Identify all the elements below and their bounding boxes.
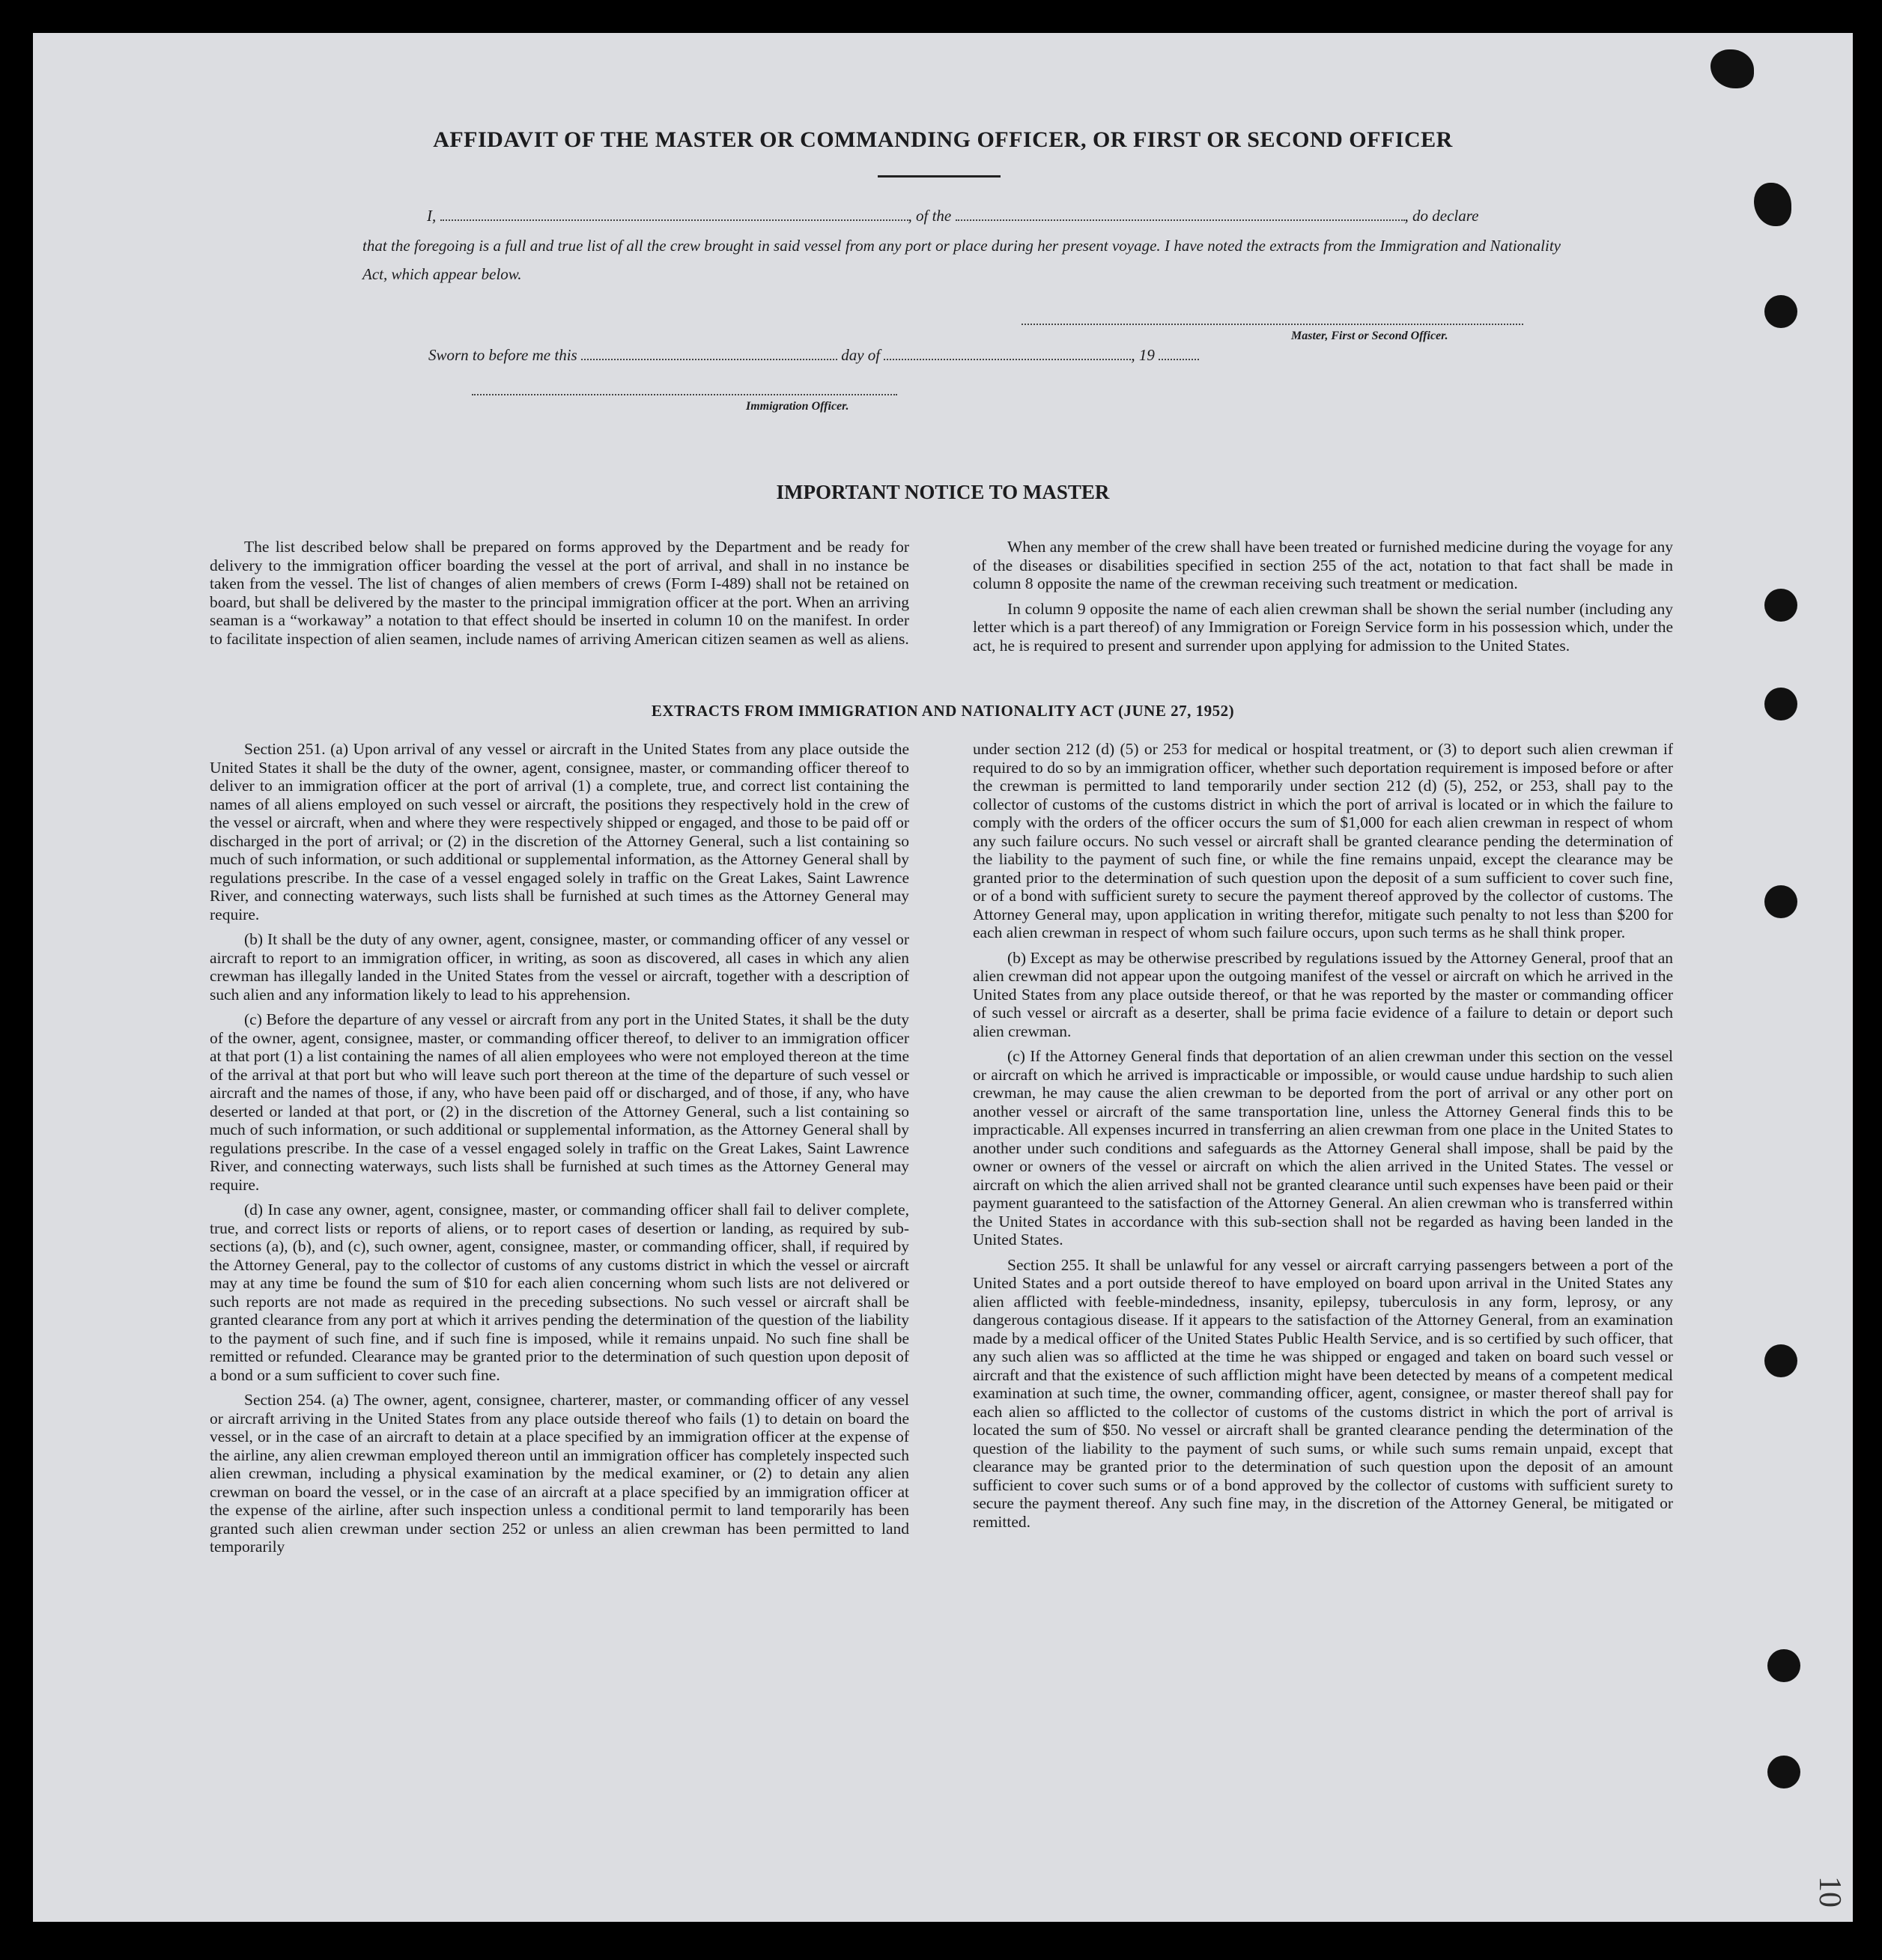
vessel-blank xyxy=(956,216,1405,221)
extracts-right-column xyxy=(973,740,1673,1538)
extracts-left-column xyxy=(210,740,909,1563)
day-of-text: day of xyxy=(841,346,881,364)
sworn-line xyxy=(362,346,1561,365)
punch-hole-4 xyxy=(1764,885,1797,918)
section-251c: (c) Before the departure of any vessel or aircraft from any port in the United States, it shall be the duty of the owner, agent, consignee, master, or commanding officer thereof, to deliver to an immigration officer at that port (1) a list containing the names of all alien employees who were not employed thereon at the time of the arrival at that port but who will leave such port thereon at the time of the departure of such vessel or aircraft and the names of those, if any, who have been paid off or discharged, and of those, if any, who have deserted or landed at that port, or (2) in the discretion of the Attorney General, such a list containing so much of such information, or such additional or supplemental information, as the Attorney General shall by regulations prescribe. In the case of a vessel engaged solely in traffic on the Great Lakes, Saint Lawrence River, and connecting waterways, such lists shall be furnished at such times as the Attorney General may require. xyxy=(210,1010,909,1194)
declaration-statement: that the foregoing is a full and true list of all the crew brought in said vessel from any port or place during her present voyage. I have noted the extracts from the Immigration and Nationality Act, which appear below. xyxy=(362,237,1561,283)
punch-hole-6 xyxy=(1767,1649,1800,1682)
declaration-line xyxy=(362,207,1561,225)
notice-right-text-2: In column 9 opposite the name of each alien crewman shall be shown the serial number (including any letter which is a part thereof) of any Immigration or Foreign Service form in his possession which, under the act, he is required to present and surrender upon applying for admission to the United States. xyxy=(973,599,1673,655)
punch-hole-5 xyxy=(1764,1344,1797,1377)
folio-mark: 10 xyxy=(1812,1876,1847,1908)
notice-right-text-1: When any member of the crew shall have been treated or furnished medicine during the voyage for any of the diseases or disabilities specified in section 255 of the act, notation to that fact shall be made in column 8 opposite the name of the crewman receiving such treatment or medication. xyxy=(973,538,1673,592)
decl-do-declare: , do declare xyxy=(1404,207,1479,225)
section-254c: (c) If the Attorney General finds that deportation of an alien crewman under this section on the vessel or aircraft on which he arrived is impracticable or impossible, or would cause undue hardship to such alien crewman, he may cause the alien crewman to be deported from the port of arrival or any other port on another vessel or aircraft of the same transportation line, unless the Attorney General finds this to be impracticable. All expenses incurred in transferring an alien crewman from one place in the United States to another under such conditions and safeguards as the Attorney General shall impose, shall be paid by the owner or owners of the vessel or aircraft on which the alien arrived in the United States. The vessel or aircraft on which the alien arrived shall not be granted clearance until such expenses have been paid or their payment guaranteed to the satisfaction of the Attorney General. An alien crewman who is transferred within the United States in accordance with this sub-section shall not be regarded as having been landed in the United States. xyxy=(973,1047,1673,1248)
name-blank xyxy=(440,216,908,221)
sworn-day-blank xyxy=(581,356,837,360)
month-blank xyxy=(884,356,1131,360)
section-254b: (b) Except as may be otherwise prescribed by regulations issued by the Attorney General, proof that an alien crewman did not appear upon the outgoing manifest of the vessel or aircraft on which he arrived in the United States from any place outside thereof, or that he was reported by the master or commanding officer of such vessel or aircraft as a deserter, shall be prima facie evidence of a failure to detain or deport such alien crewman. xyxy=(973,948,1673,1040)
document-page xyxy=(33,33,1853,1922)
section-254a: Section 254. (a) The owner, agent, consignee, charterer, master, or commanding officer of any vessel or aircraft arriving in the United States from any place outside thereof who fails (1) to detain on board the vessel, or in the case of an aircraft to detain at a place specified by an immigration officer at the expense of the airline, any alien crewman employed thereon until an immigration officer has completely inspected such alien crewman, including a physical examination by the medical examiner, or (2) to detain any alien crewman on board the vessel, or in the case of an aircraft at a place specified by an immigration officer at the expense of the airline, after such inspection unless a conditional permit to land temporarily has been granted such alien crewman under section 252 or unless an alien crewman has been permitted to land temporarily xyxy=(210,1391,909,1556)
punch-hole-1 xyxy=(1764,295,1797,328)
decl-of-the: , of the xyxy=(908,207,952,225)
decl-i: I, xyxy=(427,207,437,225)
ink-blot-top xyxy=(1711,49,1754,88)
section-254a-cont: under section 212 (d) (5) or 253 for medical or hospital treatment, or (3) to deport such alien crewman if required to do so by an immigration officer, whether such deportation requirement is imposed before or after the crewman is permitted to land temporarily under section 212 (d) (5), 252, or 253, shall pay to the collector of customs of the customs district in which the port of arrival is located or in which the failure to comply with the orders of the officer occurs the sum of $1,000 for each alien crewman in respect of whom any such failure occurs. No such vessel or aircraft shall be granted clearance pending the determination of the liability to the payment of such fine, or while the fine remains unpaid, except the clearance may be granted prior to the determination of such question upon the deposit of a sum sufficient to cover such fine, or of a bond with sufficient surety to secure the payment thereof approved by the collector of customs. The Attorney General may, upon application in writing therefor, mitigate such penalty to not less than $200 for each alien crewman in respect of whom such failure occurs, upon such terms as he shall think proper. xyxy=(973,740,1673,941)
affidavit-title: AFFIDAVIT OF THE MASTER OR COMMANDING OFFICER, OR FIRST OR SECOND OFFICER xyxy=(433,127,1453,152)
section-251d: (d) In case any owner, agent, consignee, master, or commanding officer shall fail to deliver complete, true, and correct lists or reports of aliens, or to report cases of desertion or landing, as required by sub-sections (a), (b), and (c), such owner, agent, consignee, master, or commanding officer, shall, if required by the Attorney General, pay to the collector of customs of any customs district in which the vessel or aircraft may at any time be found the sum of $10 for each alien concerning whom such lists are not delivered or such reports are not made as required in the preceding subsections. No such vessel or aircraft shall be granted clearance from any port at which it arrives pending the determination of the question of the liability to the payment of such fine, and if such fine is imposed, while it remains unpaid. No such fine shall be remitted or refunded. Clearance may be granted prior to the determination of such question upon deposit of a bond or a sum sufficient to cover such fine. xyxy=(210,1201,909,1384)
extracts-title: EXTRACTS FROM IMMIGRATION AND NATIONALITY ACT (JUNE 27, 1952) xyxy=(651,702,1235,720)
section-251b: (b) It shall be the duty of any owner, agent, consignee, master, or commanding officer of any vessel or aircraft to report to an immigration officer, in writing, as soon as discovered, all cases in which any alien crewman has illegally landed in the United States from the vessel or aircraft, together with a description of such alien and any information likely to lead to his apprehension. xyxy=(210,930,909,1004)
punch-hole-7 xyxy=(1767,1756,1800,1788)
sworn-text: Sworn to before me this xyxy=(428,346,577,364)
notice-left-column xyxy=(210,538,909,655)
officer-signature-line xyxy=(472,394,897,395)
year-prefix: , 19 xyxy=(1131,346,1155,364)
master-signature-line xyxy=(1022,324,1523,325)
notice-title: IMPORTANT NOTICE TO MASTER xyxy=(776,481,1110,503)
master-caption: Master, First or Second Officer. xyxy=(1291,330,1448,342)
notice-left-text: The list described below shall be prepared on forms approved by the Department and be ready for delivery to the immigration officer boarding the vessel at the port of arrival, and shall in no instance be taken from the vessel. The list of changes of alien members of crews (Form I-489) shall not be retained on board, but shall be delivered by the master to the principal immigration officer at the port. When an arriving seaman is a “workaway” a notation to that effect should be inserted in column 10 on the manifest. In order to facilitate inspection of alien seamen, include names of arriving American citizen seamen as well as aliens. xyxy=(210,538,909,648)
officer-caption: Immigration Officer. xyxy=(746,400,849,413)
notice-right-column xyxy=(973,538,1673,661)
title-rule xyxy=(878,175,1001,178)
section-251a: Section 251. (a) Upon arrival of any vessel or aircraft in the United States from any place outside the United States it shall be the duty of the owner, agent, consignee, master, or commanding officer thereof to deliver to an immigration officer at the port of arrival (1) a complete, true, and correct list containing the names of all aliens employed on such vessel or aircraft, the positions they respectively hold in the crew of the vessel or aircraft, when and where they were respectively shipped or engaged, and those to be paid off or discharged in the port of arrival; or (2) in the discretion of the Attorney General, such a list containing so much of such information, or such additional or supplemental information, as the Attorney General shall by regulations prescribe. In the case of a vessel engaged solely in traffic on the Great Lakes, Saint Lawrence River, and connecting waterways, such lists shall be furnished at such times as the Attorney General may require. xyxy=(210,740,909,923)
ink-blot-2 xyxy=(1754,183,1791,226)
year-blank xyxy=(1159,356,1199,360)
section-255: Section 255. It shall be unlawful for any vessel or aircraft carrying passengers between a port of the United States and a port outside thereof to have employed on board upon arrival in the United States any alien afflicted with feeble-mindedness, insanity, epilepsy, tuberculosis in any form, leprosy, or any dangerous contagious disease. If it appears to the satisfaction of the Attorney General, from an examination made by a medical officer of the United States Public Health Service, and is so certified by such officer, that any such alien was so afflicted at the time he was shipped or engaged and taken on board such vessel or aircraft and that the existence of such affliction might have been detected by means of a competent medical examination at such time, the owner, commanding officer, agent, consignee, or master thereof shall pay for each alien so afflicted to the collector of customs of the customs district in which the port of arrival is located the sum of $50. No vessel or aircraft shall be granted clearance pending the determination of the question of the liability to the payment of such sums, or while such sums remain unpaid, except that clearance may be granted prior to the determination of such question upon the deposit of an amount sufficient to cover such sums or of a bond approved by the collector of customs with sufficient surety to secure the payment thereof. Any such fine may, in the discretion of the Attorney General, be mitigated or remitted. xyxy=(973,1255,1673,1531)
punch-hole-2 xyxy=(1764,589,1797,622)
